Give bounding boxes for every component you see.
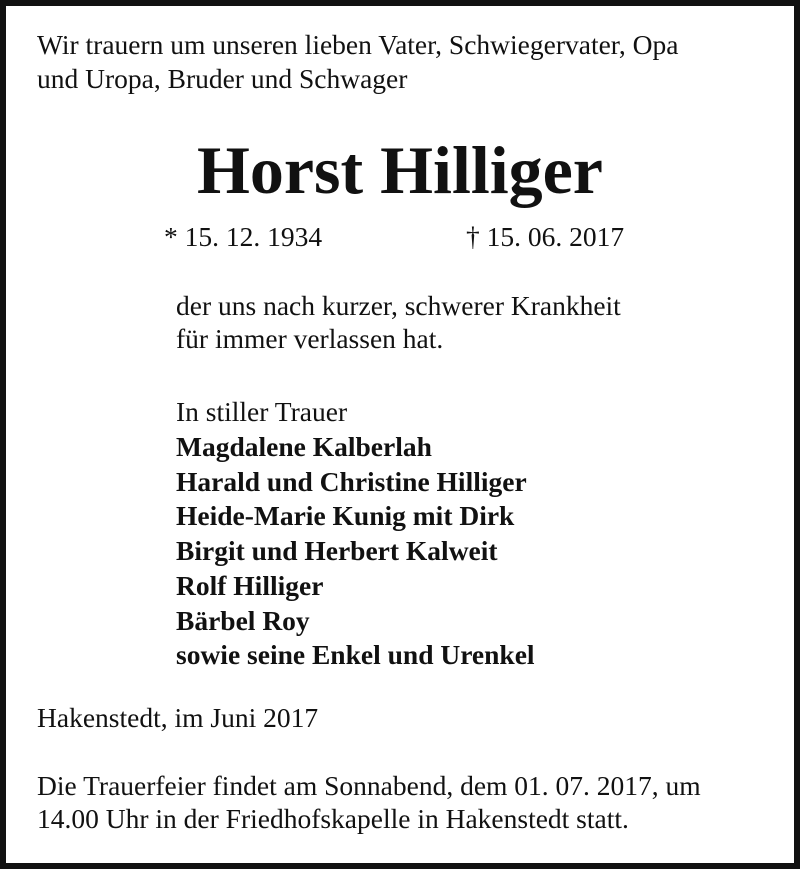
mourner-name: sowie seine Enkel und Urenkel — [176, 639, 535, 671]
description-line-2: für immer verlassen hat. — [176, 323, 444, 354]
mourner-name: Birgit und Herbert Kalweit — [176, 535, 498, 567]
mourner-name: Rolf Hilliger — [176, 569, 324, 601]
description-line-1: der uns nach kurzer, schwerer Krankheit — [176, 290, 621, 321]
mourner-name: Magdalene Kalberlah — [176, 431, 432, 462]
intro-line-1: Wir trauern um unseren lieben Vater, Schwiegervater, Opa — [37, 29, 679, 60]
mourning-heading: In stiller Trauer — [176, 396, 348, 427]
funeral-info-line-2: 14.00 Uhr in der Friedhofskapelle in Hakenstedt statt. — [37, 803, 629, 834]
intro-line-2: und Uropa, Bruder und Schwager — [37, 63, 408, 94]
place-date: Hakenstedt, im Juni 2017 — [37, 702, 319, 733]
funeral-info-line-1: Die Trauerfeier findet am Sonnabend, dem 01. 07. 2017, um — [37, 770, 701, 801]
mourners-list — [176, 430, 535, 673]
mourner-name: Heide-Marie Kunig mit Dirk — [176, 500, 515, 532]
death-date: † 15. 06. 2017 — [466, 221, 625, 252]
mourner-name: Bärbel Roy — [176, 604, 310, 636]
deceased-name: Horst Hilliger — [196, 132, 603, 208]
mourner-name: Harald und Christine Hilliger — [176, 465, 527, 497]
birth-date: * 15. 12. 1934 — [164, 221, 323, 252]
